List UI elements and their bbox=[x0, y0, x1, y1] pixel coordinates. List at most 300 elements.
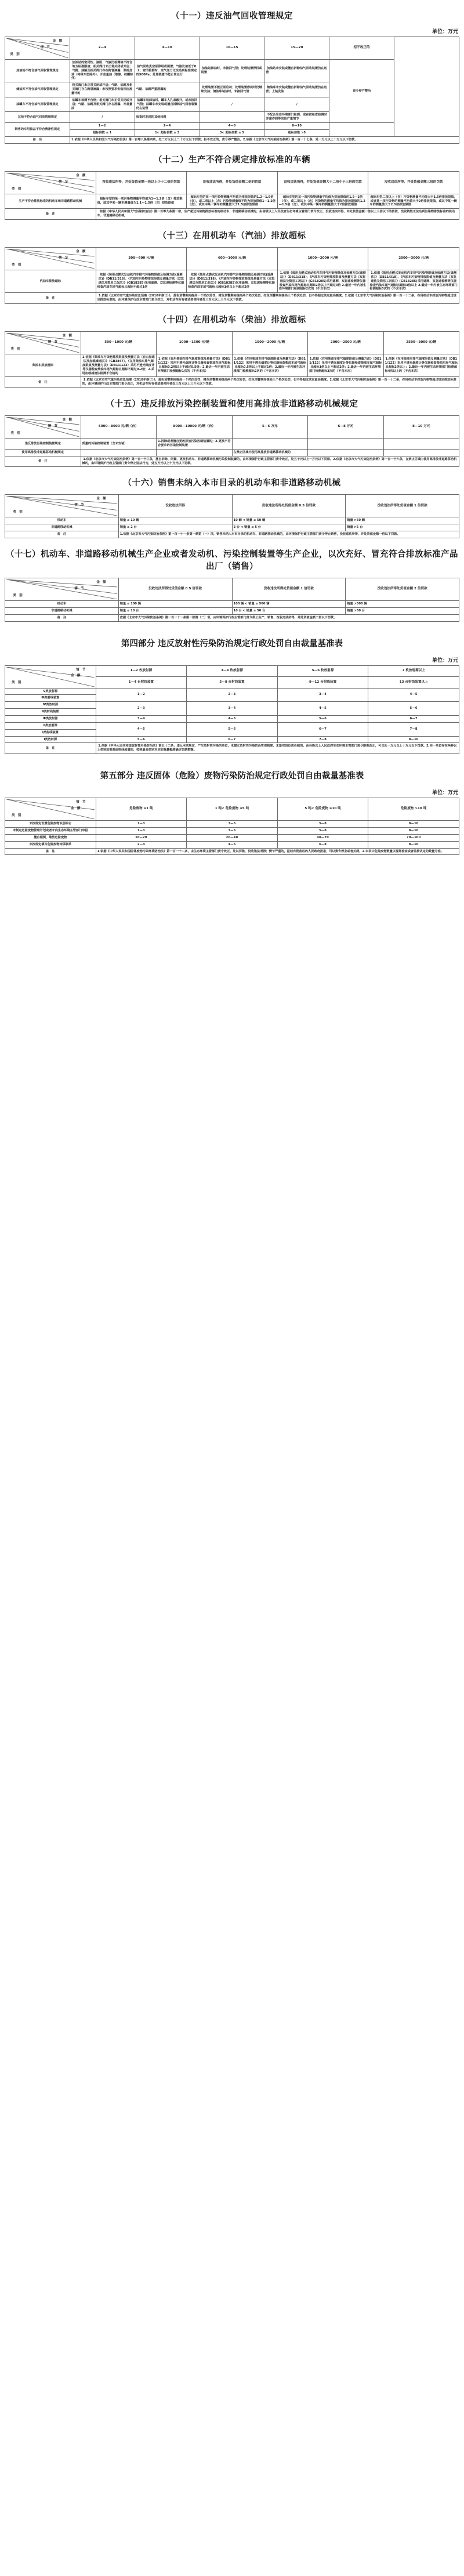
table-body bbox=[5, 37, 459, 144]
column-header-2: 没收违法所得处货值金额 1 倍罚款 bbox=[346, 495, 459, 517]
corner-label-2: 类 别 bbox=[13, 510, 23, 515]
cell-2-0: 油罐车检测不合格；相关阀门未正常关闭或开启；气路、油路及相关阀门存在泄漏、开盖量油 bbox=[70, 97, 135, 112]
table-note-row bbox=[5, 848, 459, 855]
row-header-3: 未按规定填写危险废物转移联单 bbox=[5, 841, 96, 848]
cell-3-2 bbox=[200, 112, 264, 123]
table-header-row bbox=[5, 665, 459, 677]
cell-0-4 bbox=[383, 439, 459, 450]
cell-2-2: 4—5 bbox=[277, 702, 368, 716]
cell-0-0: 依据《装用点燃式发动机汽车排气污染物限值及检测方法(遥测法)》（DB11/318）、《汽油车污染物排放限值及测量方法（双怠速法及简易工况法）》(GB18285)采用遥测、双怠速检测等仪器检查汽油车尾气超标且超标不超过1倍 bbox=[96, 270, 187, 293]
page-tail bbox=[0, 855, 464, 870]
corner-label-0: 金 额 bbox=[76, 173, 86, 177]
note-text: 依据《北京市大气污染防治条例》第一百一十一条第一款第（二）项，由环境保护行政主管部门责令停止生产、销售，没收违法所得，并处货值金额二倍以下罚款。 bbox=[118, 614, 459, 621]
table-row bbox=[5, 736, 459, 743]
note-label: 备 注 bbox=[5, 456, 81, 467]
corner-label-0: 金 额 bbox=[76, 250, 86, 254]
cell-0-2: 加油站卸油时，未接回气管；处理装置停机或闲置 bbox=[200, 60, 264, 82]
cell-1-2: 5—8 bbox=[277, 827, 368, 834]
table-corner-header bbox=[5, 416, 81, 439]
table-corner-header bbox=[5, 665, 96, 688]
table-corner-header bbox=[5, 798, 96, 821]
table-corner-header bbox=[5, 37, 70, 60]
table-row bbox=[5, 688, 459, 695]
cell-0-2 bbox=[232, 439, 308, 450]
column-header-a-0: 1—2 枚放射源 bbox=[96, 665, 187, 677]
cell-0-0: 1.依据《柴油车污染物排放限值及测量方法（自由加速法及加载减速法）》（GB3847）、《在用柴油车排气烟度限值及测量方法》（DB11/122）采用不透光烟度计等仪器检查柴油车尾气超标且超标不超过0.2倍；2.采用加载减速法检测不合格的 bbox=[81, 354, 157, 377]
note-text: 1.依据《北京市空气重污染应急预案（2018年修订）》，黄色预警期间提高一个档次处罚，橙色预警期间提高两个档次处罚，红色预警期间提高三个档次处罚，但不得超过法定最高额度。2.依据《北京市大气污染防治条例》第一百一十二条，在用机动车排放污染物超过规定排放标准的，由环境保护行政主管部门责令改正，对机动车所有者或者使用者处三百元以上三千元以下罚款。 bbox=[96, 293, 459, 304]
corner-label-2: 类 别 bbox=[10, 52, 20, 56]
table-header-row bbox=[5, 248, 459, 270]
table-s13 bbox=[5, 247, 459, 304]
column-header-4: 拒不改正的 bbox=[329, 37, 394, 60]
corner-box bbox=[6, 799, 95, 819]
corner-label-1: 金 额 bbox=[71, 807, 81, 811]
section-title-s17: （十七）机动车、非道路移动机械生产企业或者发动机、污染控制装置等生产企业，以次充好、冒充符合排放标准产品出厂（销售） bbox=[6, 549, 458, 571]
table-row bbox=[5, 607, 459, 614]
cell-0-3: 8—10 bbox=[368, 821, 459, 828]
table-row bbox=[5, 194, 459, 209]
corner-label-0: 金 额 bbox=[62, 334, 72, 338]
sub-amount-0-1: 2—4 bbox=[135, 123, 200, 130]
table-s14 bbox=[5, 331, 459, 388]
column-header-1: 没收违法所得处货值金额 1 倍罚款 bbox=[232, 578, 346, 600]
table-note-row bbox=[5, 293, 459, 304]
table-row bbox=[5, 600, 459, 607]
cell-2-1: 油罐车装卸油时，罐车人孔盖敞开，或未接回气管；油罐车未安装或擅自拆除油气回收装置仍在运营 bbox=[135, 97, 200, 112]
cell-0-1: 1.依据《在用柴油车排气烟度限值及测量方法》（DB11/122）采用不透光烟度计等仪器检查柴油车尾气超标且超标0.2倍以上不超过0.5倍；2.最近一年内被生态环境部门检测超标1次的（不含本次） bbox=[157, 354, 233, 377]
cell-1-1: 10 台 < 销量 ≤ 50 台 bbox=[232, 607, 346, 614]
cell-0-0: 加油站的密闭性、液阻、气液比检测值不符合地方标准限值；相关阀门未正常关闭或开启；气路、油路及相关阀门存在跑冒滴漏；浆枪加油（特殊车型除外）、开盖量油（维修、校罐除外） bbox=[70, 60, 135, 82]
row-header-1: 非道路移动机械 bbox=[5, 524, 119, 531]
column-header-0: 2—4 bbox=[70, 37, 135, 60]
sections-root bbox=[0, 9, 464, 870]
table-corner-header bbox=[5, 578, 119, 600]
row-header-1: 使用高排放非道路移动机械规定 bbox=[5, 449, 81, 456]
note-label: 备 注 bbox=[5, 136, 70, 143]
cell-1-2: 处理装置不能正常启动；处理装置停机时仍继续发油；储油库装油时，未接回气管 bbox=[200, 82, 264, 97]
corner-label-1: 情 节 bbox=[74, 503, 84, 508]
corner-label-2: 类 别 bbox=[10, 347, 20, 351]
row-header-0: 加油站不符合油气回收管理规定 bbox=[5, 60, 70, 82]
cell-0-1: 10 辆 < 销量 ≤ 50 辆 bbox=[232, 517, 346, 524]
column-header-4: 2500—3000 元/辆 bbox=[383, 332, 459, 354]
column-header-3: 2000—3000 元/辆 bbox=[368, 248, 459, 270]
column-header-2: 5—6 万元 bbox=[232, 416, 308, 439]
table-row bbox=[5, 702, 459, 709]
cell-7-2: 7—8 bbox=[277, 736, 368, 743]
section-part5 bbox=[0, 769, 464, 855]
unit-label-s11: 单位：万元 bbox=[432, 29, 458, 35]
row-header-0: 违反排放污染控制装置规定 bbox=[5, 439, 81, 450]
corner-box bbox=[6, 496, 117, 516]
row-header-0: 未按规定设置危险废物识别标志 bbox=[5, 821, 96, 828]
column-header-0: 5000—8000 元/辆（台） bbox=[81, 416, 157, 439]
column-header-a-2: 5—6 枚放射源 bbox=[277, 665, 368, 677]
column-header-2: 1500—2000 元/辆 bbox=[232, 332, 308, 354]
section-s17 bbox=[0, 548, 464, 622]
column-header-4: 8—10 万元 bbox=[383, 416, 459, 439]
table-corner-header bbox=[5, 248, 96, 270]
table-header-row bbox=[5, 37, 459, 60]
corner-label-2: 类 别 bbox=[12, 681, 21, 685]
section-s11 bbox=[0, 9, 464, 144]
column-header-3: 6—8 万元 bbox=[308, 416, 384, 439]
cell-2-3: 70—100 bbox=[368, 834, 459, 841]
cell-2-3: / bbox=[264, 97, 329, 112]
table-row bbox=[5, 517, 459, 524]
table-body bbox=[5, 798, 459, 855]
table-s12 bbox=[5, 171, 459, 220]
part4-unit: 单位：万元 bbox=[432, 657, 458, 664]
table-note-row bbox=[5, 743, 459, 754]
table-s15 bbox=[5, 415, 459, 467]
row-header-6: Ⅰ类射线装置 bbox=[5, 729, 96, 736]
corner-box bbox=[6, 249, 95, 269]
column-header-2: 1000—2000 元/辆 bbox=[277, 248, 368, 270]
table-s17 bbox=[5, 578, 459, 622]
cell-0-2: 5—8 bbox=[277, 821, 368, 828]
table-body bbox=[5, 665, 459, 754]
cell-1-3: 8—10 bbox=[368, 827, 459, 834]
cell-0-2: 销量 >50 辆 bbox=[346, 517, 459, 524]
cell-1-2: 在禁止区域内使用高排放非道路移动机械的 bbox=[232, 449, 308, 456]
sub-condition-0-3: 超标倍数 >5 bbox=[264, 130, 329, 137]
cell-3-0: / bbox=[70, 112, 135, 123]
row-header-2: 擅自倾倒、堆放危险废物 bbox=[5, 834, 96, 841]
cell-5-1: 5—6 bbox=[187, 722, 278, 736]
column-header-0: 危险废物 ≤1 吨 bbox=[96, 798, 187, 821]
cell-2-3: 5—6 bbox=[368, 702, 459, 716]
table-note-row bbox=[5, 377, 459, 388]
sub-condition-0-2: 3< 超标倍数 ≤ 5 bbox=[200, 130, 264, 137]
table-s11 bbox=[5, 37, 459, 144]
column-header-3: 危险废物 >10 吨 bbox=[368, 798, 459, 821]
row-header-5: Ⅱ类放射源 bbox=[5, 722, 96, 729]
column-header-1: 1000—1500 元/辆 bbox=[157, 332, 233, 354]
cell-2-2: 40—70 bbox=[277, 834, 368, 841]
cell-0-3: 4—5 bbox=[368, 688, 459, 702]
row-header-1: 非道路移动机械 bbox=[5, 607, 119, 614]
section-title-s16: （十六）销售未纳入本市目录的机动车和非道路移动机械 bbox=[123, 478, 341, 488]
cell-5-2: 6—7 bbox=[277, 722, 368, 736]
corner-box bbox=[6, 173, 95, 193]
corner-box bbox=[6, 333, 79, 353]
column-header-2: 5 吨< 危险废物 ≤10 吨 bbox=[277, 798, 368, 821]
table-row bbox=[5, 270, 459, 293]
column-header-1: 没收违法所得处货值金额 0.5 倍罚款 bbox=[232, 495, 346, 517]
cell-1-3: 储油库未安装或擅自拆除油气回收装置仍在运营；上装发油 bbox=[264, 82, 329, 97]
column-header-b-0: 1—4 台射线装置 bbox=[96, 677, 187, 689]
corner-label-2: 类 别 bbox=[12, 813, 21, 817]
cell-4-1: 4—5 bbox=[187, 715, 278, 722]
corner-label-1: 情 节 bbox=[48, 424, 57, 428]
note-label: 备 注 bbox=[5, 377, 81, 388]
column-header-1: 8000—10000 元/辆（台） bbox=[157, 416, 233, 439]
cell-2-1: 20—40 bbox=[187, 834, 278, 841]
row-header-0: 机动车 bbox=[5, 517, 119, 524]
section-title-s14: （十四）在用机动车（柴油）排放超标 bbox=[158, 315, 306, 325]
section-s15 bbox=[0, 397, 464, 467]
table-note-row bbox=[5, 136, 459, 143]
cell-0-0: 质量的污染控制装置（含未安装） bbox=[81, 439, 157, 450]
section-s12 bbox=[0, 153, 464, 220]
section-s16 bbox=[0, 476, 464, 538]
column-header-0: 500—1000 元/辆 bbox=[81, 332, 157, 354]
column-header-3: 15—20 bbox=[264, 37, 329, 60]
row-header-2: 油罐车不符合油气回收管理规定 bbox=[5, 97, 70, 112]
cell-0-3: 1.依据《装用点燃式发动机汽车排气污染物限值及检测方法(遥测法)》（DB11/318）、《汽油车污染物排放限值及测量方法（双怠速法及简易工况法）》(GB18285)采用遥测、双怠速检测等仪器检查汽油车尾气超标且超标3倍以上 2.最近一年内被生态环境部门检测超标3次的（不含本次） bbox=[368, 270, 459, 293]
cell-4-2: 5—6 bbox=[277, 715, 368, 722]
row-header-4: Ⅲ类放射源 bbox=[5, 715, 96, 722]
row-header-3: 其他不符合油气回收管理规定 bbox=[5, 112, 70, 123]
table-corner-header bbox=[5, 495, 119, 517]
row-header-0: 汽油车排放超标 bbox=[5, 270, 96, 293]
note-label: 备 注 bbox=[5, 743, 96, 754]
section-title-s11: （十一）违反油气回收管理规定 bbox=[171, 11, 293, 21]
cell-0-2: 销量 >500 辆 bbox=[346, 600, 459, 607]
table-body bbox=[5, 171, 459, 219]
table-header-row bbox=[5, 578, 459, 600]
column-header-3: 2000—2500 元/辆 bbox=[308, 332, 384, 354]
table-row bbox=[5, 354, 459, 377]
column-header-b-3: 13 台射线装置以上 bbox=[368, 677, 459, 689]
table-row bbox=[5, 524, 459, 531]
cell-0-0: 销量 ≤ 10 辆 bbox=[118, 517, 232, 524]
row-header-0: 生产不符合排放标准的机动车和非道路移动机械 bbox=[5, 194, 96, 209]
column-header-2: 10—15 bbox=[200, 37, 264, 60]
note-label: 备 注 bbox=[5, 293, 96, 304]
corner-label-1: 情 节 bbox=[48, 340, 57, 344]
table-note-row bbox=[5, 531, 459, 538]
column-header-0: 300—600 元/辆 bbox=[96, 248, 187, 270]
note-text: 1.依据《中华人民共和国放射性污染防治法》第五十二条，违反本法规定，产生放射性污染的单位，未建立放射性污染防治管理制度、未落实岗位责任制的，由县级以上人民政府生态环境主管部门责令限期改正，可以处一万元以上十万元以下罚款。2.同一单位存在两种以上类别放射源或射线装置的，按照最高类别对应的裁量幅度确定罚款数额。 bbox=[96, 743, 459, 754]
cell-1-1 bbox=[157, 449, 233, 456]
row-header-0: 机动车 bbox=[5, 600, 119, 607]
corner-label-1: 情 节 bbox=[58, 256, 68, 260]
section-s14 bbox=[0, 313, 464, 388]
column-header-1: 没收违法所得，并处货值金额二倍的罚款 bbox=[187, 171, 278, 194]
cell-0-3: 超标车型二项以上（含）污染物测量平均值大于1.5倍排放限值，或者某一项污染物的测量平均值大于2倍排放限值，或其中某一辆车的测量值大于2.5倍排放限值 bbox=[368, 194, 459, 209]
corner-label-0: 情 节 bbox=[76, 800, 86, 805]
cell-3-0: 2—4 bbox=[96, 841, 187, 848]
sub-condition-0-0: 超标倍数 ≤ 1 bbox=[70, 130, 135, 137]
table-header-row bbox=[5, 171, 459, 194]
column-header-0: 没收违法所得，并处货值金额一倍以上小于二倍的罚款 bbox=[96, 171, 187, 194]
cell-2-0: 2—3 bbox=[96, 702, 187, 716]
cell-3-3: 8—10 bbox=[368, 841, 459, 848]
column-header-2: 没收违法所得，并处货值金额大于二倍小于三倍的罚款 bbox=[277, 171, 368, 194]
section-s13 bbox=[0, 229, 464, 304]
cell-0-0: 销量 ≤ 100 辆 bbox=[118, 600, 232, 607]
corner-label-1: 金 额 bbox=[71, 674, 81, 678]
corner-box bbox=[6, 38, 68, 58]
table-note-row bbox=[5, 456, 459, 467]
row-header-2: Ⅳ类放射源 bbox=[5, 702, 96, 709]
table-body bbox=[5, 332, 459, 388]
note-label: 备 注 bbox=[5, 209, 96, 220]
cell-5-3: 7—8 bbox=[368, 722, 459, 736]
cell-0-1: 1.拆除或者擅自更改排放污染控制装置的；2.更换不符合要求的污染控制装置 bbox=[157, 439, 233, 450]
corner-box bbox=[6, 579, 117, 599]
cell-0-0: 超标车型的某一项污染物测量平均值为1—1.2倍（含）排放限值，或其中某一辆车测量值为1.1—1.5倍（含）排放限值 bbox=[96, 194, 187, 209]
corner-label-2: 类 别 bbox=[10, 431, 20, 435]
cell-5-0: 4—5 bbox=[96, 722, 187, 736]
table-body bbox=[5, 248, 459, 304]
corner-label-2: 类 别 bbox=[12, 187, 21, 191]
cell-7-1: 6—7 bbox=[187, 736, 278, 743]
cell-0-3: 加油站未安装或擅自拆除油气回收装置仍在运营 bbox=[264, 60, 329, 82]
table-body bbox=[5, 416, 459, 467]
table-body bbox=[5, 495, 459, 538]
section-title-s15: （十五）违反排放污染控制装置和使用高排放非道路移动机械规定 bbox=[106, 399, 358, 410]
row-header-1: Ⅲ类射线装置 bbox=[5, 695, 96, 702]
column-header-a-1: 3—4 枚放射源 bbox=[187, 665, 278, 677]
cell-0-1: 超标车型的某一项污染物测量平均值为排放限值的1.2—1.5倍（含），或二项以上（含）污染物测量值平均为排放限值1—1.2倍（含），或其中某一辆车的测量值大于1.5倍排放限值 bbox=[187, 194, 278, 209]
table-header-row bbox=[5, 798, 459, 821]
cell-2-1: 3—4 bbox=[187, 702, 278, 716]
note-text: 1.依据《北京市大气污染防治条例》第一百一十一条第一款第（一）项，销售未纳入本市目录的机动车、非道路移动机械的，由环境保护行政主管部门责令停止销售，没收违法所得，并处货值金额一倍以下罚款。 bbox=[118, 531, 459, 538]
sub-amount-0-3: 8—10 bbox=[264, 123, 329, 130]
table-note-row bbox=[5, 209, 459, 220]
corner-box bbox=[6, 417, 79, 437]
table-row bbox=[5, 449, 459, 456]
part5-unit: 单位：万元 bbox=[432, 790, 458, 796]
section-title-s13: （十三）在用机动车（汽油）排放超标 bbox=[158, 231, 306, 241]
cell-4-0: 3—4 bbox=[96, 715, 187, 722]
row-header-7: Ⅰ类放射源 bbox=[5, 736, 96, 743]
sub-amount-0-0: 1—2 bbox=[70, 123, 135, 130]
cell-1-1: 2 台 < 销量 ≤ 5 台 bbox=[232, 524, 346, 531]
cell-1-2: 销量 >5 台 bbox=[346, 524, 459, 531]
cell-1-4 bbox=[383, 449, 459, 456]
section-part4 bbox=[0, 637, 464, 755]
table-note-row bbox=[5, 614, 459, 621]
cell-0-1: 油气回收真空泵停用或闲置；气液比值低于0.2；密闭检测时，充气压力无法达到标准规定的500Pa；处理装置不能正常运行 bbox=[135, 60, 200, 82]
cell-1-2: 销量 >50 台 bbox=[346, 607, 459, 614]
sub-row-spacer bbox=[329, 123, 394, 137]
cell-3-1: 4—6 bbox=[187, 841, 278, 848]
cell-2-0: 10—20 bbox=[96, 834, 187, 841]
note-text: 1.依据《中华人民共和国大气污染防治法》第一百零八条第四项，处二万元以上二十万元以下罚款；拒不改正的，责令停产整治。2.依据《北京市大气污染防治条例》第一百一十七条，处一万元以上十万元以下罚款。 bbox=[70, 136, 459, 143]
table-s16 bbox=[5, 494, 459, 538]
column-header-b-2: 9—12 台射线装置 bbox=[277, 677, 368, 689]
corner-label-2: 类 别 bbox=[12, 263, 21, 267]
column-header-2: 没收违法所得处货值金额 2 倍罚款 bbox=[346, 578, 459, 600]
corner-label-0: 金 额 bbox=[96, 580, 106, 584]
table-header-row bbox=[5, 416, 459, 439]
cell-1-0: 销量 ≤ 10 台 bbox=[118, 607, 232, 614]
table-row bbox=[5, 439, 459, 450]
cell-0-0: 1—2 bbox=[96, 688, 187, 702]
cell-0-0: 1—3 bbox=[96, 821, 187, 828]
table-row bbox=[5, 821, 459, 828]
table-row bbox=[5, 841, 459, 848]
note-label: 备 注 bbox=[5, 614, 119, 621]
table-row bbox=[5, 834, 459, 841]
table-header-row bbox=[5, 332, 459, 354]
note-label: 备 注 bbox=[5, 848, 96, 855]
sub-row-header-0: 销售的车用油品不符合清净性规定 bbox=[5, 123, 70, 137]
cell-0-1: 3—5 bbox=[187, 821, 278, 828]
table-header-row bbox=[5, 495, 459, 517]
note-text: 1.依据《中华人民共和国固体废物污染环境防治法》第一百一十二条，由生态环境主管部门责令改正，处以罚款，没收违法所得；情节严重的，报经有批准权的人民政府批准，可以责令停业或者关闭。2.本表中危险废物数量以现场检查或者监测认定的数量为准。 bbox=[96, 848, 459, 855]
cell-1-0: 1—3 bbox=[96, 827, 187, 834]
table-part5 bbox=[5, 798, 459, 855]
note-text: 1.依据《北京市大气污染防治条例》第一百一十三条，擅自拆除、闲置、更改机动车、非道路移动机械污染控制装置的，由环境保护行政主管部门责令改正，处五千元以上一万元以下罚款。2.依据《北京市大气污染防治条例》第一百一十六条，在禁止区域内使用高排放非道路移动机械的，由环境保护行政主管部门责令停止违法行为，处五万元以上十万元以下罚款。 bbox=[81, 456, 459, 467]
cell-1-0: 相关阀门未正常关闭或开启；气路、油路及相关阀门存在跑冒滴漏；未按照要求安装相应流量计的 bbox=[70, 82, 135, 97]
cell-0-2: 1.依据《在用柴油车排气烟度限值及测量方法》（DB11/122）采用不透光烟度计等仪器检查柴油车尾气超标且超标0.5倍以上不超过1倍；2.最近一年内被生态环境部门检测超标2次的（不含本次） bbox=[232, 354, 308, 377]
corner-box bbox=[6, 667, 95, 687]
cell-1-1: 3—5 bbox=[187, 827, 278, 834]
note-text: 依据《中华人民共和国大气污染防治法》第一百零九条第一款，生产超过污染物排放标准的机动车、非道路移动机械的，由省级以上人民政府生态环境主管部门责令改正，没收违法所得，并处货值金额一倍以上三倍以下的罚款，没收销毁无法达到污染物排放标准的机动车、非道路移动机械。 bbox=[96, 209, 459, 220]
cell-0-3: 1.依据《在用柴油车排气烟度限值及测量方法》（DB11/122）采用不透光烟度计等仪器检查柴油车尾气超标且超标1倍以上不超过2倍；2.最近一年内被生态环境部门检测超标3次的（不含本次） bbox=[308, 354, 384, 377]
column-header-0: 没收违法所得处货值金额 0.5 倍罚款 bbox=[118, 578, 232, 600]
column-header-0: 没收违法所得 bbox=[118, 495, 232, 517]
corner-label-0: 情 节 bbox=[76, 668, 86, 672]
corner-label-0: 金 额 bbox=[52, 39, 63, 44]
row-header-0: 柴油车排放超标 bbox=[5, 354, 81, 377]
column-header-1: 4—10 bbox=[135, 37, 200, 60]
cell-1-1: 气路、油路严重泄漏的 bbox=[135, 82, 200, 97]
cell-1-0: 销量 ≤ 2 台 bbox=[118, 524, 232, 531]
cell-7-0: 5—6 bbox=[96, 736, 187, 743]
column-header-a-3: 7 枚放射源以上 bbox=[368, 665, 459, 677]
column-header-3: 没收违法所得，并处货值金额三倍的罚款 bbox=[368, 171, 459, 194]
table-body bbox=[5, 578, 459, 621]
row-header-1: 未制定危险废物管理计划或者未向生态环境主管部门申报 bbox=[5, 827, 96, 834]
corner-label-1: 情 节 bbox=[74, 586, 84, 590]
cell-7-3: 8—10 bbox=[368, 736, 459, 743]
cell-0-1: 100 辆 < 销量 ≤ 500 辆 bbox=[232, 600, 346, 607]
row-header-0: Ⅴ类放射源 bbox=[5, 688, 96, 695]
merged-last-column: 责令停产整治 bbox=[329, 60, 394, 123]
sub-amount-0-2: 4—8 bbox=[200, 123, 264, 130]
cell-2-2: / bbox=[200, 97, 264, 112]
table-corner-header bbox=[5, 171, 96, 194]
note-label: 备 注 bbox=[5, 531, 119, 538]
corner-label-1: 情 节 bbox=[40, 45, 50, 49]
cell-0-1: 2—3 bbox=[187, 688, 278, 702]
cell-1-3 bbox=[308, 449, 384, 456]
part4-title: 第四部分 违反放射性污染防治规定行政处罚自由裁量基准表 bbox=[121, 638, 343, 648]
row-header-1: 储油库不符合油气回收管理规定 bbox=[5, 82, 70, 97]
cell-3-2: 6—8 bbox=[277, 841, 368, 848]
cell-0-2: 超标车型的某一项污染物测量平均值为排放限值的1.5—2倍（含），或二项以上（含）污染物的测量平均值为排放限值的1.2—1.5倍（含），或其中某一辆车的测量值大于2倍排放限值 bbox=[277, 194, 368, 209]
cell-0-1: 依据《装用点燃式发动机汽车排气污染物限值及检测方法(遥测法)》（DB11/318）、《汽油车污染物排放限值及测量方法（双怠速法及简易工况法）》(GB18285)采用遥测、双怠速检测等仪器检查汽油车尾气超标且超标1倍以上不超过2倍 bbox=[187, 270, 278, 293]
table-part4 bbox=[5, 665, 459, 755]
corner-label-0: 金 额 bbox=[96, 497, 106, 501]
cell-0-3 bbox=[308, 439, 384, 450]
column-header-1: 600—1000 元/辆 bbox=[187, 248, 278, 270]
table-row bbox=[5, 123, 459, 130]
cell-0-2: 1.依据《装用点燃式发动机汽车排气污染物限值及检测方法(遥测法)》（DB11/318）、《汽油车污染物排放限值及测量方法（双怠速法及简易工况法）》(GB18285)采用遥测、双怠速检测等仪器检查汽油车尾气超标且超标2倍以上不超过3倍 2.最近一年内被生态环境部门检测超标2次的（不含本次） bbox=[277, 270, 368, 293]
sub-condition-0-1: 1< 超标倍数 ≤ 3 bbox=[135, 130, 200, 137]
section-title-s12: （十二）生产不符合规定排放标准的车辆 bbox=[154, 154, 310, 165]
cell-1-0 bbox=[81, 449, 157, 456]
cell-4-3: 6—7 bbox=[368, 715, 459, 722]
table-row bbox=[5, 60, 459, 82]
table-row bbox=[5, 715, 459, 722]
table-corner-header bbox=[5, 332, 81, 354]
corner-label-0: 金 额 bbox=[62, 418, 72, 422]
cell-3-3: 不配合生态环境部门检测，或在被检查检测时弄虚作假等其他严重情节 bbox=[264, 112, 329, 123]
row-header-3: Ⅱ类射线装置 bbox=[5, 709, 96, 716]
note-text: 1.依据《北京市空气重污染应急预案（2018年修订）》，黄色预警期间提高一个档次处罚，橙色预警期间提高两个档次处罚，红色预警期间提高三个档次处罚，但不得超过法定最高额度。2.依据《北京市大气污染防治条例》第一百一十二条，在用机动车排放污染物超过规定排放标准的，由环境保护行政主管部门责令改正，对机动车所有者或者使用者处三百元以上三千元以下罚款。 bbox=[81, 377, 459, 388]
column-header-b-1: 5—8 台射线装置 bbox=[187, 677, 278, 689]
corner-label-1: 情 节 bbox=[58, 180, 68, 184]
document-page bbox=[0, 9, 464, 870]
cell-0-2: 3—4 bbox=[277, 688, 368, 702]
